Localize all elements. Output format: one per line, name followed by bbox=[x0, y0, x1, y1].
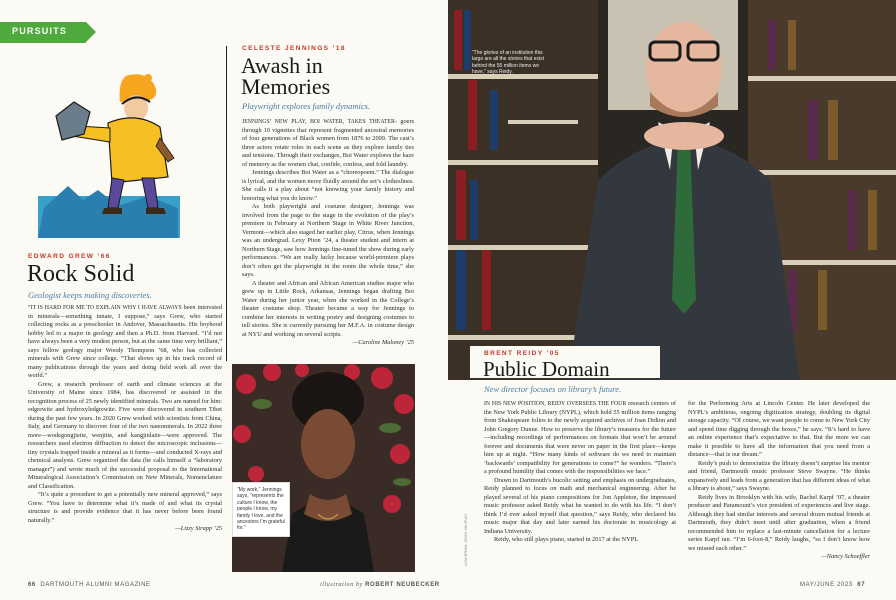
paragraph: research centers of the New York Public Library (NYPL), which hold 55 million items ranging from Shakespeare folios to the newly acquired archives of Joan Didion and John Gregory Dunne. How to preserve the library’s treasures for the future—including recordings of performances on formats that won’t be around forever and documents that were never on paper in the first place—keeps him up at night. “How many kinds of software do we need to maintain ‘backwards’ compatibility for generations to come?” he wonders. “There’s a profound humility that comes with the responsibilities we face.” bbox=[484, 400, 676, 475]
story-dek: Playwright explores family dynamics. bbox=[242, 101, 371, 111]
publication-name: DARTMOUTH ALUMNI MAGAZINE bbox=[40, 582, 151, 588]
paragraph: Drawn to Dartmouth’s bucolic setting and emphasis on undergraduates, Reidy planned to focus on math and mechanical engineering. After he played several of his piano compositions for Jon Appleton, the impressed music professor asked Reidy what he wanted to do with his life. “I don’t think I’d ever asked myself that question,” says Reidy, who declared his music major that day and later earned his doctorate in musicology at Indiana University. bbox=[484, 476, 676, 535]
lead-in: JENNINGS’ NEW PLAY, BOI WATER, TAKES THEATER- bbox=[242, 119, 397, 125]
library-photo bbox=[448, 0, 896, 380]
story-body bbox=[242, 118, 414, 356]
footer-left bbox=[28, 582, 151, 588]
story-kicker: BRENT REIDY ’05 bbox=[484, 350, 560, 357]
illustration-label: illustration by bbox=[320, 582, 363, 588]
paragraph: Reidy lives in Brooklyn with his wife, Rachel Karpf ’07, a theater producer and Paramount’s vice president of experiences and live stage. Although they had similar interests and several dozen mutual friends at Dartmouth, they didn’t meet until after graduation, when a friend recommended him to replace a last-minute cancellation for a lecture series Karpf ran. “I’m 6-foot-8,” Reidy laughs, “so I don’t know how we missed each other.” bbox=[688, 493, 870, 552]
geologist-illustration bbox=[38, 68, 180, 238]
paragraph: “It’s quite a procedure to get a potentially new mineral approved,” says Grew. “You have to determine what it’s made of and what its crystal structure is and provide evidence that it has never before been found naturally.” bbox=[28, 491, 222, 524]
paragraph: Reidy, who still plays piano, started in 2017 at the NYPL bbox=[494, 536, 639, 543]
illustration-credit bbox=[320, 582, 440, 588]
title-line: Awash in bbox=[241, 53, 323, 78]
photo-credit: LISA ERMA; JOHN VALPUKI bbox=[463, 514, 468, 566]
paragraph: Grew, a research professor of earth and climate sciences at the University of Maine since 1984, has discovered or assisted in the recognition process of 25 newly identified minerals. Two are named for him: edgrewite and hydroxyledgrewite. Five were discovered in southern Tibet during the past few years. In 2020 Grew worked with scientists from China, Italy, and Germany to discover four of the two nanominerals. In 2022 three more—wodegongjieite, wenjiite, and kangjinlaite—were approved. The researchers used electron diffraction to detect the microscopic inclusions—tiny crystals trapped inside a mineral as it forms—and conducted X-rays and chemical analysis. Grew organized the data (he calls himself a “laboratory manager”) and wrote much of the successful proposal to the International Mineralogical Association’s Commission on New Minerals, Nomenclature and Classification. bbox=[28, 380, 222, 490]
paragraph: been interested in minerals—something innate, I suppose,” says Grew, who started collecting rocks as a preschooler in Andover, Massachusetts. His boyhood hobby led to a major in geology and then a Ph.D. from Harvard. “I’d not have always been a very modest person, but at the same time very brilliant,” says fellow geology major Woody Thompson ’68, who has collected minerals with Grew since college. “That shows up in his track record of many publications through the years and doing field work all over the world.” bbox=[28, 304, 222, 379]
paragraph: Jennings describes Boi Water as a “choreopoem.” The dialogue is lyrical, and the women move fluidly around the set’s clotheslines. She calls it a play about “not knowing your family history and honoring what you do know.” bbox=[242, 169, 414, 202]
lead-in: IN HIS NEW POSITION, REIDY OVERSEES THE FOUR bbox=[484, 401, 627, 407]
story-body-column-2 bbox=[688, 400, 870, 590]
byline: —Caroline Maloney ’25 bbox=[352, 339, 414, 346]
portrait-illustration bbox=[232, 364, 415, 572]
portrait-photo bbox=[232, 364, 415, 572]
story-dek: Geologist keeps making discoveries. bbox=[28, 290, 152, 300]
footer-right bbox=[800, 582, 865, 588]
story-body-column-1 bbox=[484, 400, 676, 572]
story-title: Rock Solid bbox=[27, 261, 135, 287]
photo-caption: “The glories of an institution this large are all the stories that exist behind the 55 million items we have,” says Reidy. bbox=[472, 50, 544, 76]
column-rule bbox=[226, 46, 227, 361]
story-title: Public Domain bbox=[483, 357, 610, 381]
paragraph: Reidy’s push to democratize the library doesn’t surprise his mentor and friend, Dartmouth music professor Steve Swayne. “He thinks expansively and leads from a generation that has different ideas of what a library is about,” says Swayne. bbox=[688, 459, 870, 492]
lead-in: “IT IS HARD FOR ME TO EXPLAIN WHY I HAVE ALWAYS bbox=[28, 305, 182, 311]
story-kicker: EDWARD GREW ’66 bbox=[28, 253, 111, 260]
story-dek: New director focuses on library’s future. bbox=[484, 384, 622, 394]
story-title bbox=[241, 55, 330, 97]
photo-caption: “My work,” Jennings says, “represents the culture I know, the people I know, my family I love, and the ancestors I’m grateful for.” bbox=[232, 482, 290, 537]
paragraph: A theater and African and African American studies major who grew up in Little Rock, Arkansas, Jennings began drafting Boi Water during her junior year, when she worked in the College’s theater costume shop. Theater became a way for Jennings to combine her interests in writing poetry and designing costumes to tell stories. She is currently pursuing her M.F.A. in costume design at NYU and working on several scripts. bbox=[242, 279, 414, 338]
story-kicker: CELESTE JENNINGS ’18 bbox=[242, 45, 346, 52]
page-number: 67 bbox=[857, 582, 866, 588]
page-number: 66 bbox=[28, 582, 36, 588]
section-tab-label: PURSUITS bbox=[12, 26, 68, 36]
paragraph: As both playwright and costume designer, Jennings was involved from the page to the stage in the evolution of the play’s premiere in February at Northern Stage in White River Junction, Vermont—which also staged her earlier play, Citrus, when Jennings was an undergrad. Lexy Piton ’24, a theater student and intern at Northern Stage, saw how Jennings fine-tuned the show during early performances. “We are really lucky because world-premiere plays don’t often get the playwright in the room the whole time,” she says. bbox=[242, 203, 414, 278]
paragraph: for the Performing Arts at Lincoln Center. He later developed the NYPL’s ambitious, ongoing digitization strategy, doubling its digital storage capacity. “Of course, we want people to come to New York City and spend time digging through the boxes,” he says. “It’s hard to have an online experience that’s expectative to that. But the more we can make it possible to have all the information that you need from a distance—that is our dream.” bbox=[688, 400, 870, 458]
title-line: Memories bbox=[241, 74, 331, 99]
byline: —Lizzy Strapp ’25 bbox=[175, 525, 222, 532]
illustrator-name: ROBERT NEUBECKER bbox=[365, 582, 440, 588]
story-body bbox=[28, 304, 222, 570]
section-tab bbox=[0, 22, 86, 43]
section-tab-arrow bbox=[86, 22, 96, 42]
paragraph: goers through 10 vignettes that represent fragmented ancestral memories of four generations of Black women from 1876 to 2009. The cast’s three actors rotate roles in each scene as they explore family ties and tensions. Through their exchanges, Boi Water explores the haze of memory as the women chat, confide, confess, and fold laundry. bbox=[242, 118, 414, 168]
issue-date: MAY/JUNE 2023 bbox=[800, 582, 853, 588]
byline: —Nancy Schoeffler bbox=[821, 553, 870, 560]
